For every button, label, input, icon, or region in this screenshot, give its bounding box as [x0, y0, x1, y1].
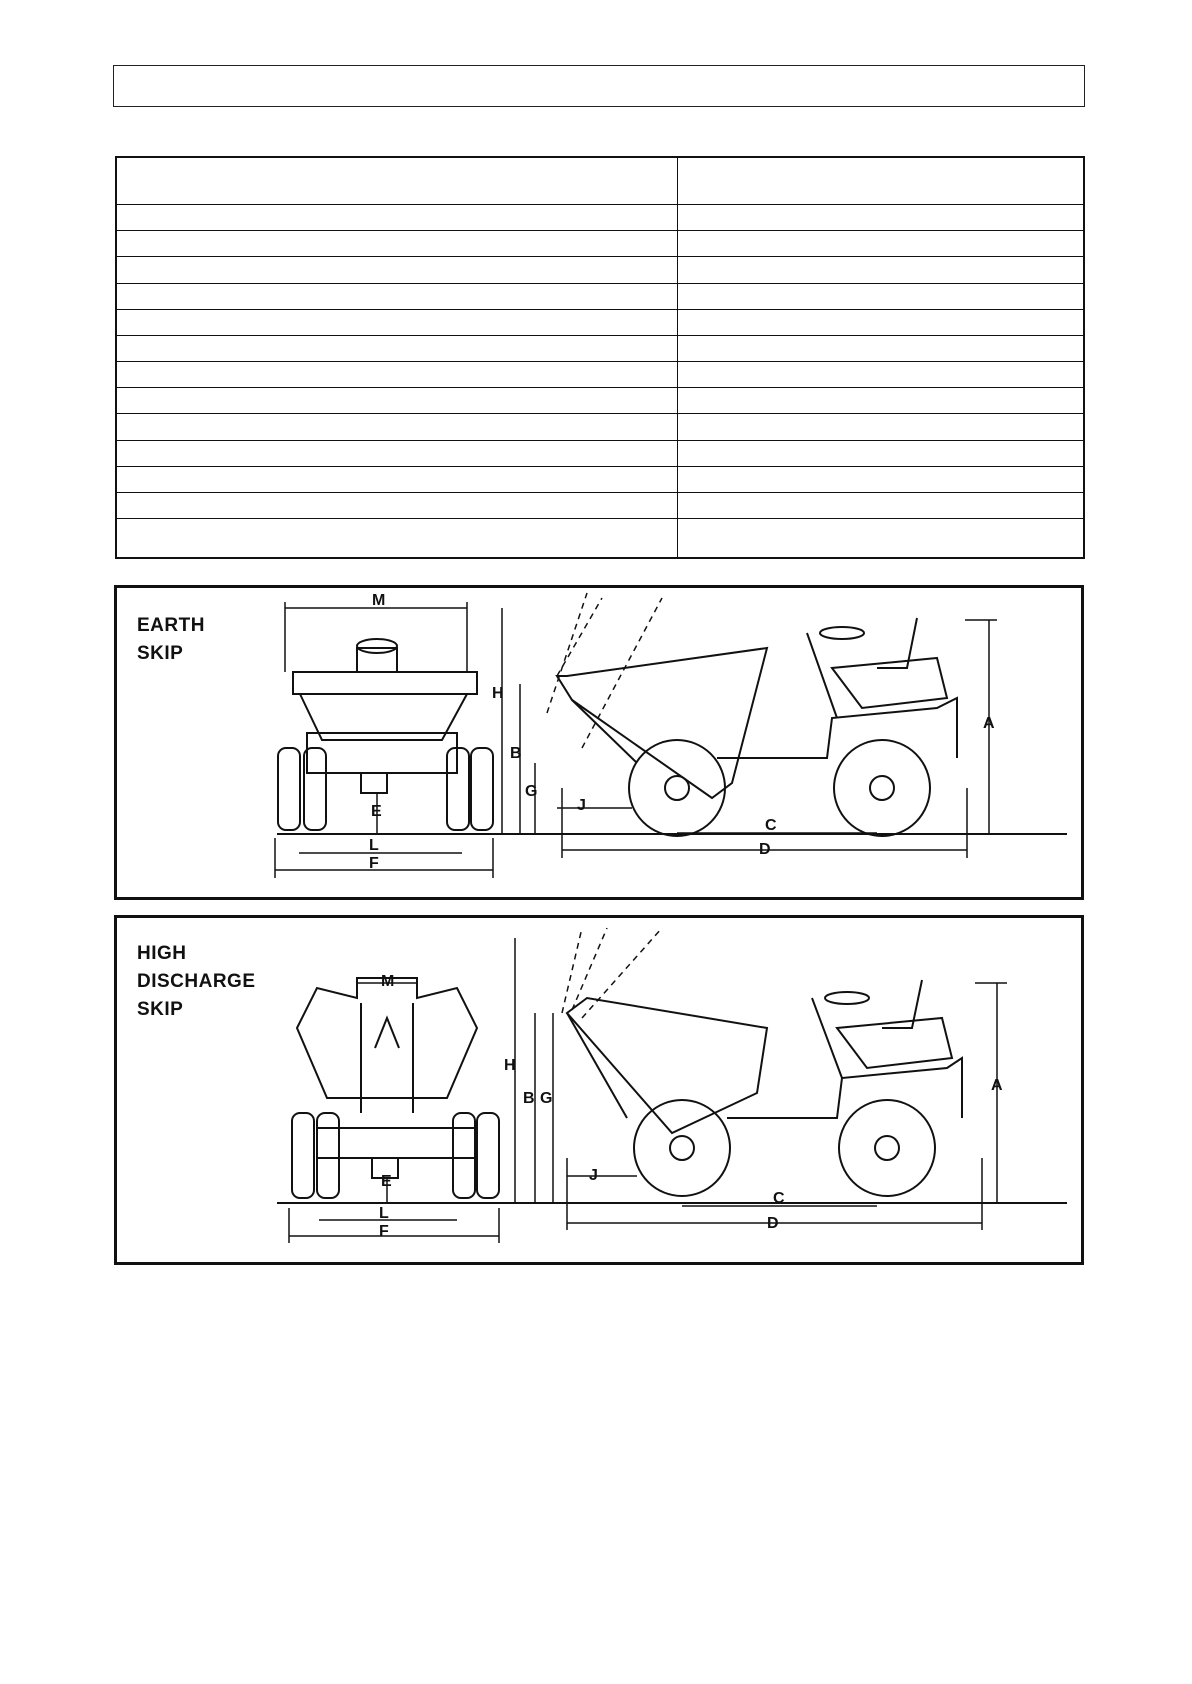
table-row — [116, 388, 1084, 414]
dim-label-e: E — [371, 803, 382, 820]
dim-label-b: B — [510, 745, 522, 762]
panel-label-earth-skip: EARTH SKIP — [137, 615, 205, 664]
high-discharge-skip-drawing — [117, 918, 1081, 1262]
panel-label-high-discharge-skip: HIGH DISCHARGE SKIP — [137, 943, 256, 1020]
dim-label-f: F — [369, 855, 379, 872]
table-row — [116, 309, 1084, 335]
dim-label-h: H — [492, 685, 504, 702]
dim-label-j: J — [577, 797, 586, 814]
table-row — [116, 257, 1084, 283]
table-row — [116, 362, 1084, 388]
dim-label-l: L — [369, 837, 379, 854]
dim-label-b: B — [523, 1090, 535, 1107]
dim-label-m: M — [381, 973, 395, 990]
dim-label-h: H — [504, 1057, 516, 1074]
earth-skip-panel — [114, 585, 1084, 900]
dim-label-j: J — [589, 1167, 598, 1184]
title-box — [113, 65, 1085, 107]
earth-skip-drawing — [117, 588, 1081, 897]
dim-label-c: C — [765, 817, 777, 834]
table-row — [116, 414, 1084, 440]
spec-table — [115, 156, 1085, 559]
table-header-row — [116, 157, 1084, 205]
dim-label-g: G — [525, 783, 538, 800]
table-row — [116, 335, 1084, 361]
dim-label-e: E — [381, 1173, 392, 1190]
table-row — [116, 283, 1084, 309]
dim-label-c: C — [773, 1190, 785, 1207]
dim-label-m: M — [372, 592, 386, 609]
high-discharge-skip-panel — [114, 915, 1084, 1265]
dim-label-l: L — [379, 1205, 389, 1222]
dim-label-a: A — [983, 715, 995, 732]
table-row — [116, 440, 1084, 466]
table-row — [116, 231, 1084, 257]
dim-label-d: D — [767, 1215, 779, 1232]
table-row — [116, 466, 1084, 492]
table-row — [116, 519, 1084, 558]
dim-label-d: D — [759, 841, 771, 858]
table-row — [116, 205, 1084, 231]
dim-label-a: A — [991, 1077, 1003, 1094]
table-row — [116, 492, 1084, 518]
dim-label-f: F — [379, 1223, 389, 1240]
dim-label-g: G — [540, 1090, 553, 1107]
